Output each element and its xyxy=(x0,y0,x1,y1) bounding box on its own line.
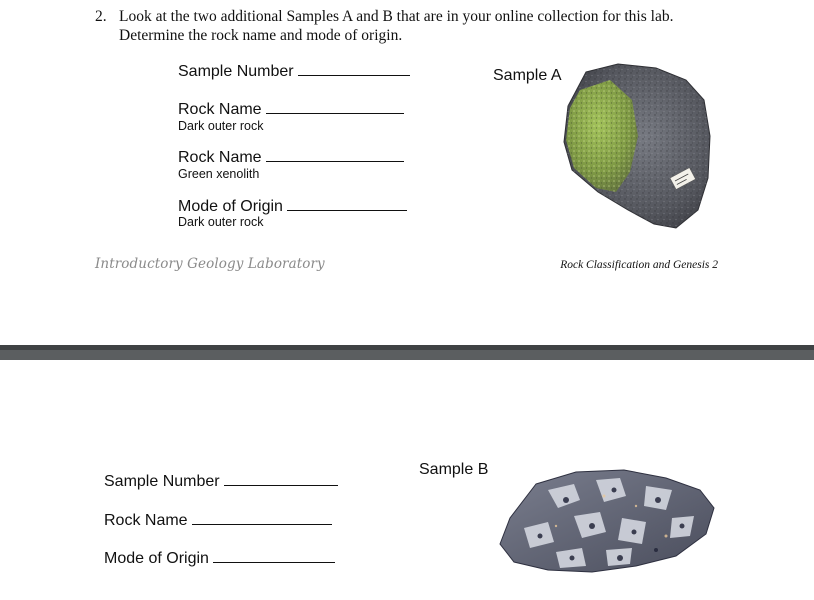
page-bottom xyxy=(0,360,814,600)
sample-a-rock-image xyxy=(558,60,718,232)
answer-blank[interactable] xyxy=(213,549,335,563)
sample-a-rock-name-outer-field[interactable] xyxy=(178,100,404,119)
answer-blank[interactable] xyxy=(192,511,332,525)
sample-a-label: Sample A xyxy=(493,67,562,84)
sample-b-rock-image xyxy=(496,466,718,576)
sample-a-rock-name-xenolith-field[interactable] xyxy=(178,148,404,167)
sample-b-rock-name-field[interactable] xyxy=(104,511,332,530)
answer-blank[interactable] xyxy=(287,197,407,211)
sample-a-mode-of-origin-field[interactable] xyxy=(178,197,407,216)
field-label: Rock Name xyxy=(104,512,188,529)
field-label: Sample Number xyxy=(178,63,294,80)
answer-blank[interactable] xyxy=(266,100,404,114)
field-subtitle: Dark outer rock xyxy=(178,215,264,229)
field-label: Mode of Origin xyxy=(104,550,209,567)
field-label: Sample Number xyxy=(104,473,220,490)
question-text xyxy=(119,7,725,45)
field-subtitle: Green xenolith xyxy=(178,167,260,181)
question-line-1: Look at the two additional Samples A and B that are in your online collection for this lab. xyxy=(119,8,674,25)
answer-blank[interactable] xyxy=(298,62,410,76)
question-number: 2. xyxy=(95,8,107,25)
answer-blank[interactable] xyxy=(266,148,404,162)
page-divider-shade xyxy=(0,345,814,350)
footer-section-title: Rock Classification and Genesis 2 xyxy=(560,259,718,271)
field-label: Rock Name xyxy=(178,101,262,118)
question-line-2: Determine the rock name and mode of origin. xyxy=(119,27,403,44)
field-subtitle: Dark outer rock xyxy=(178,119,264,133)
field-label: Rock Name xyxy=(178,149,262,166)
sample-b-label: Sample B xyxy=(419,461,489,478)
footer-lab-name: Introductory Geology Laboratory xyxy=(95,256,325,272)
field-label: Mode of Origin xyxy=(178,198,283,215)
answer-blank[interactable] xyxy=(224,472,338,486)
page-divider xyxy=(0,345,814,360)
sample-b-number-field[interactable] xyxy=(104,472,338,491)
sample-b-mode-of-origin-field[interactable] xyxy=(104,549,335,568)
sample-a-number-field[interactable] xyxy=(178,62,410,81)
